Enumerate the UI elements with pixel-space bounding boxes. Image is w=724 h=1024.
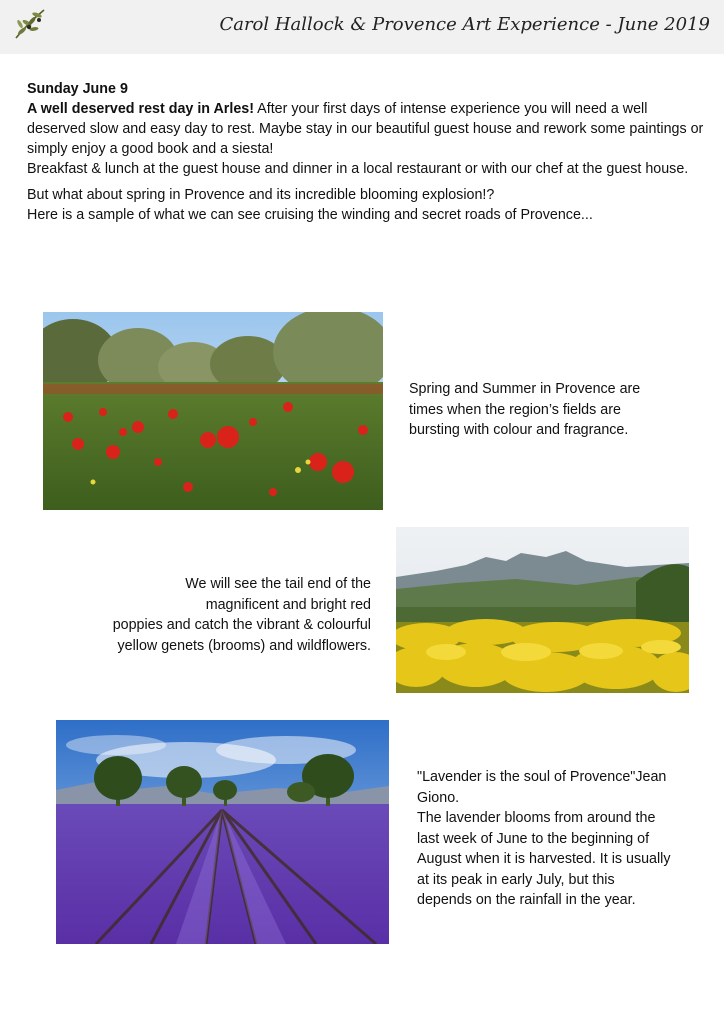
caption-line: August when it is harvested. It is usually bbox=[417, 851, 671, 867]
caption-line: The lavender blooms from around the bbox=[417, 810, 656, 826]
caption-spring-summer bbox=[409, 379, 709, 441]
yellow-broom-photo bbox=[396, 527, 689, 693]
caption-line: We will see the tail end of the bbox=[185, 576, 371, 592]
olive-branch-icon bbox=[10, 4, 50, 44]
intro-paragraph-2: Breakfast & lunch at the guest house and dinner in a local restaurant or with our chef at the guest house. bbox=[27, 161, 689, 177]
lead-sentence: A well deserved rest day in Arles! bbox=[27, 101, 254, 117]
caption-line: Giono. bbox=[417, 789, 460, 806]
caption-line: "Lavender is the soul of Provence"Jean bbox=[417, 769, 667, 785]
caption-line: yellow genets (brooms) and wildflowers. bbox=[117, 637, 371, 654]
day-heading: Sunday June 9 bbox=[27, 81, 128, 97]
intro-paragraph-1 bbox=[27, 99, 707, 159]
caption-poppies-genets bbox=[40, 574, 371, 656]
caption-line: Spring and Summer in Provence are bbox=[409, 381, 641, 397]
caption-line: at its peak in early July, but this bbox=[417, 871, 615, 888]
lavender-field-photo bbox=[56, 720, 389, 944]
caption-line: times when the region’s fields are bbox=[409, 401, 621, 418]
intro-text bbox=[27, 79, 707, 225]
intro-paragraph-4: Here is a sample of what we can see cruising the winding and secret roads of Provence... bbox=[27, 207, 593, 223]
header-title: Carol Hallock & Provence Art Experience - June 2019 bbox=[219, 14, 710, 35]
caption-line: depends on the rainfall in the year. bbox=[417, 892, 636, 908]
caption-line: bursting with colour and fragrance. bbox=[409, 422, 629, 438]
caption-line: last week of June to the beginning of bbox=[417, 830, 650, 847]
poppy-field-photo bbox=[43, 312, 383, 510]
intro-paragraph-3: But what about spring in Provence and its incredible blooming explosion!? bbox=[27, 187, 495, 203]
caption-line: magnificent and bright red bbox=[205, 596, 371, 613]
caption-line: poppies and catch the vibrant & colourful bbox=[112, 617, 371, 633]
intro-paragraph-1-rest: After your first days of intense experience you will need a well deserved slow and easy day to rest. Maybe stay in our beautiful guest house and rework some paintings or simply enjoy a good book and a siesta! bbox=[27, 101, 704, 157]
page-header bbox=[0, 0, 724, 54]
caption-lavender bbox=[417, 767, 717, 911]
